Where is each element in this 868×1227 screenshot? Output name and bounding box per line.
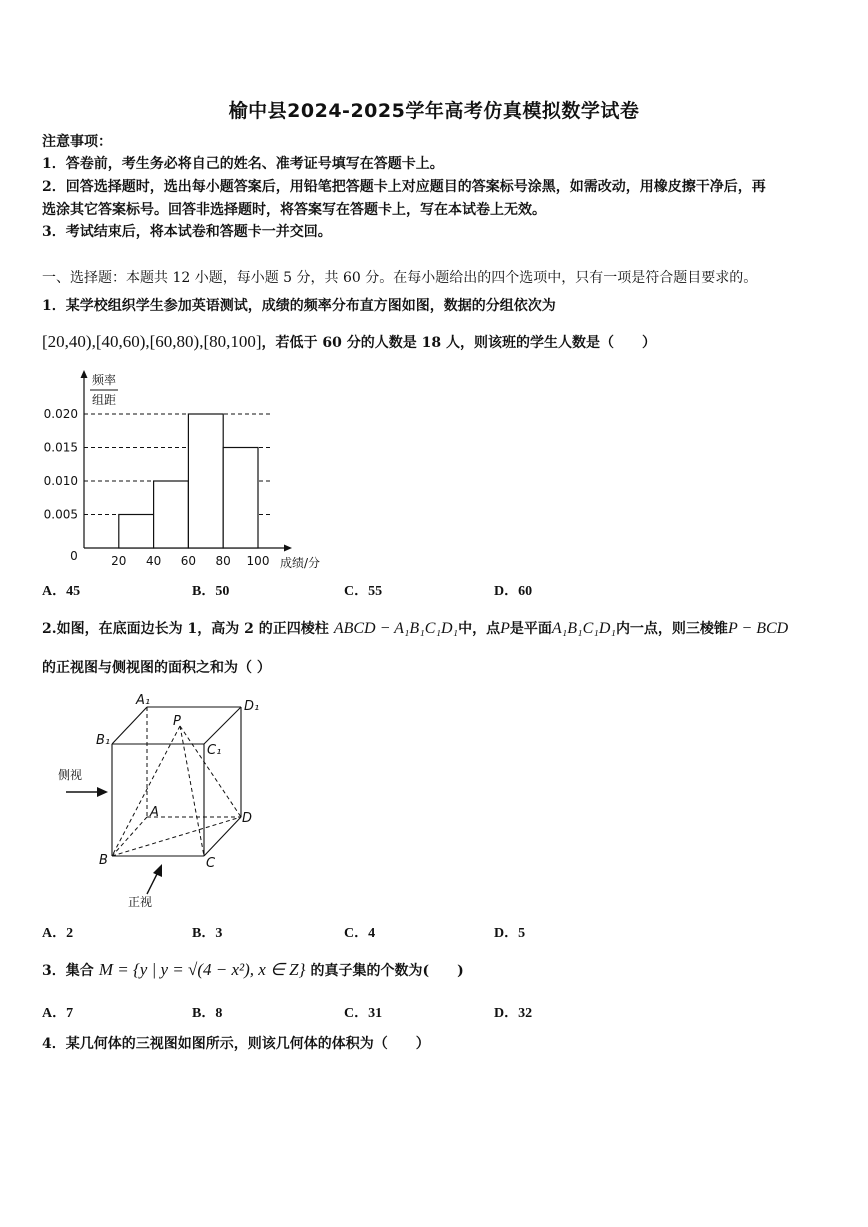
vertex-label: C₁	[207, 743, 222, 758]
histogram-marks	[44, 370, 320, 570]
question-3-option-b: B．8	[192, 1006, 223, 1021]
question-3-set: M = {y | y = √(4 − x²), x ∈ Z}	[98, 960, 306, 979]
notice-item: 选涂其它答案标号。回答非选择题时，将答案写在答题卡上，写在本试卷上无效。	[42, 202, 546, 218]
side-view-arrowhead	[97, 787, 108, 797]
question-2-prism: ABCD − A₁B₁C₁D₁	[333, 620, 459, 637]
prism-edge	[112, 707, 147, 744]
vertex-label: D	[242, 811, 253, 826]
histogram-bar	[119, 515, 154, 549]
question-2-option-d: D．5	[494, 926, 526, 941]
question-3-suffix: 的真子集的个数为( )	[310, 963, 464, 979]
prism-figure	[52, 688, 272, 914]
x-axis-label: 成绩/分	[279, 556, 321, 570]
vertex-label: A₁	[136, 693, 151, 708]
vertex-label: B₁	[96, 733, 111, 748]
y-axis-label-bottom: 组距	[91, 393, 117, 407]
question-1-option-c: C．55	[344, 584, 383, 599]
question-2-prefix: 2.如图，在底面边长为 1，高为 2 的正四棱柱	[42, 621, 329, 637]
question-2-text: 是平面	[509, 621, 552, 637]
histogram-chart	[43, 368, 360, 574]
question-2-pyramid: P − BCD	[727, 620, 789, 637]
x-axis-arrowhead	[284, 545, 292, 552]
question-2-plane: A₁B₁C₁D₁	[551, 620, 616, 637]
vertex-label: P	[173, 714, 181, 729]
histogram-bar	[154, 481, 189, 548]
y-tick-label: 0.020	[43, 407, 78, 421]
vertex-label: D₁	[244, 699, 260, 714]
front-view-arrow	[147, 872, 158, 894]
question-1-line2	[42, 332, 656, 353]
question-3-option-a: A．7	[42, 1006, 74, 1021]
question-2-line1	[42, 618, 788, 639]
x-tick-label: 60	[180, 554, 197, 568]
question-2-text: 中，点	[458, 621, 501, 637]
origin-label: 0	[70, 549, 78, 563]
notice-item: 1．答卷前，考生务必将自己的姓名、准考证号填写在答题卡上。	[42, 156, 444, 172]
page-title: 榆中县2024-2025学年高考仿真模拟数学试卷	[228, 100, 640, 122]
histogram-bar	[188, 414, 223, 548]
x-tick-label: 80	[215, 554, 231, 568]
x-tick-label: 100	[246, 554, 270, 568]
y-tick-label: 0.010	[43, 474, 78, 488]
y-tick-label: 0.005	[43, 507, 78, 522]
section-heading: 一、选择题：本题共 12 小题，每小题 5 分，共 60 分。在每小题给出的四个选项中，只有一项是符合题目要求的。	[42, 270, 758, 286]
vertex-label: C	[206, 856, 216, 871]
hidden-edge	[112, 817, 147, 856]
question-1-stem: ，若低于 60 分的人数是 18 人，则该班的学生人数是（ ）	[261, 335, 657, 351]
question-2-text: 内一点，则三棱锥	[615, 621, 728, 637]
question-1-option-d: D．60	[494, 584, 533, 599]
pyramid-edge	[180, 726, 204, 856]
pyramid-edge	[112, 726, 180, 856]
y-axis-label-top: 频率	[91, 373, 117, 387]
question-3-option-d: D．32	[494, 1006, 533, 1021]
histogram-bar	[223, 448, 258, 549]
front-view-label: 正视	[128, 895, 153, 909]
notice-item: 2．回答选择题时，选出每小题答案后，用铅笔把答题卡上对应题目的答案标号涂黑，如需改动，用橡皮擦干净后，再	[42, 179, 766, 195]
pyramid-edge	[180, 726, 241, 817]
question-2-option-b: B．3	[192, 926, 223, 941]
notice-heading: 注意事项：	[42, 134, 112, 150]
front-view-arrowhead	[153, 864, 162, 877]
question-2-option-c: C．4	[344, 926, 376, 941]
notice-item: 3．考试结束后，将本试卷和答题卡一并交回。	[42, 224, 332, 240]
question-3-line	[42, 960, 464, 981]
question-1-intervals: [20,40),[40,60),[60,80),[80,100]	[42, 332, 262, 351]
question-1-line1: 1．某学校组织学生参加英语测试，成绩的频率分布直方图如图，数据的分组依次为	[42, 298, 556, 314]
y-axis-arrowhead	[81, 370, 88, 378]
question-2-point: P	[500, 620, 510, 637]
question-2-option-a: A．2	[42, 926, 74, 941]
vertex-label: A	[150, 805, 159, 820]
question-1-option-b: B．50	[192, 584, 230, 599]
y-tick-label: 0.015	[43, 440, 78, 455]
x-tick-label: 40	[145, 554, 162, 568]
pyramid-edge	[112, 817, 241, 856]
question-2-line2: 的正视图与侧视图的面积之和为（ ）	[42, 660, 271, 676]
question-1-option-a: A．45	[42, 584, 81, 599]
question-3-prefix: 3．集合	[42, 963, 94, 979]
vertex-label: B	[99, 853, 108, 868]
question-3-option-c: C．31	[344, 1006, 383, 1021]
side-view-label: 侧视	[58, 768, 83, 782]
question-4-stem: 4．某几何体的三视图如图所示，则该几何体的体积为（ ）	[42, 1036, 430, 1052]
x-tick-label: 20	[111, 554, 127, 568]
prism-edge	[204, 707, 241, 744]
